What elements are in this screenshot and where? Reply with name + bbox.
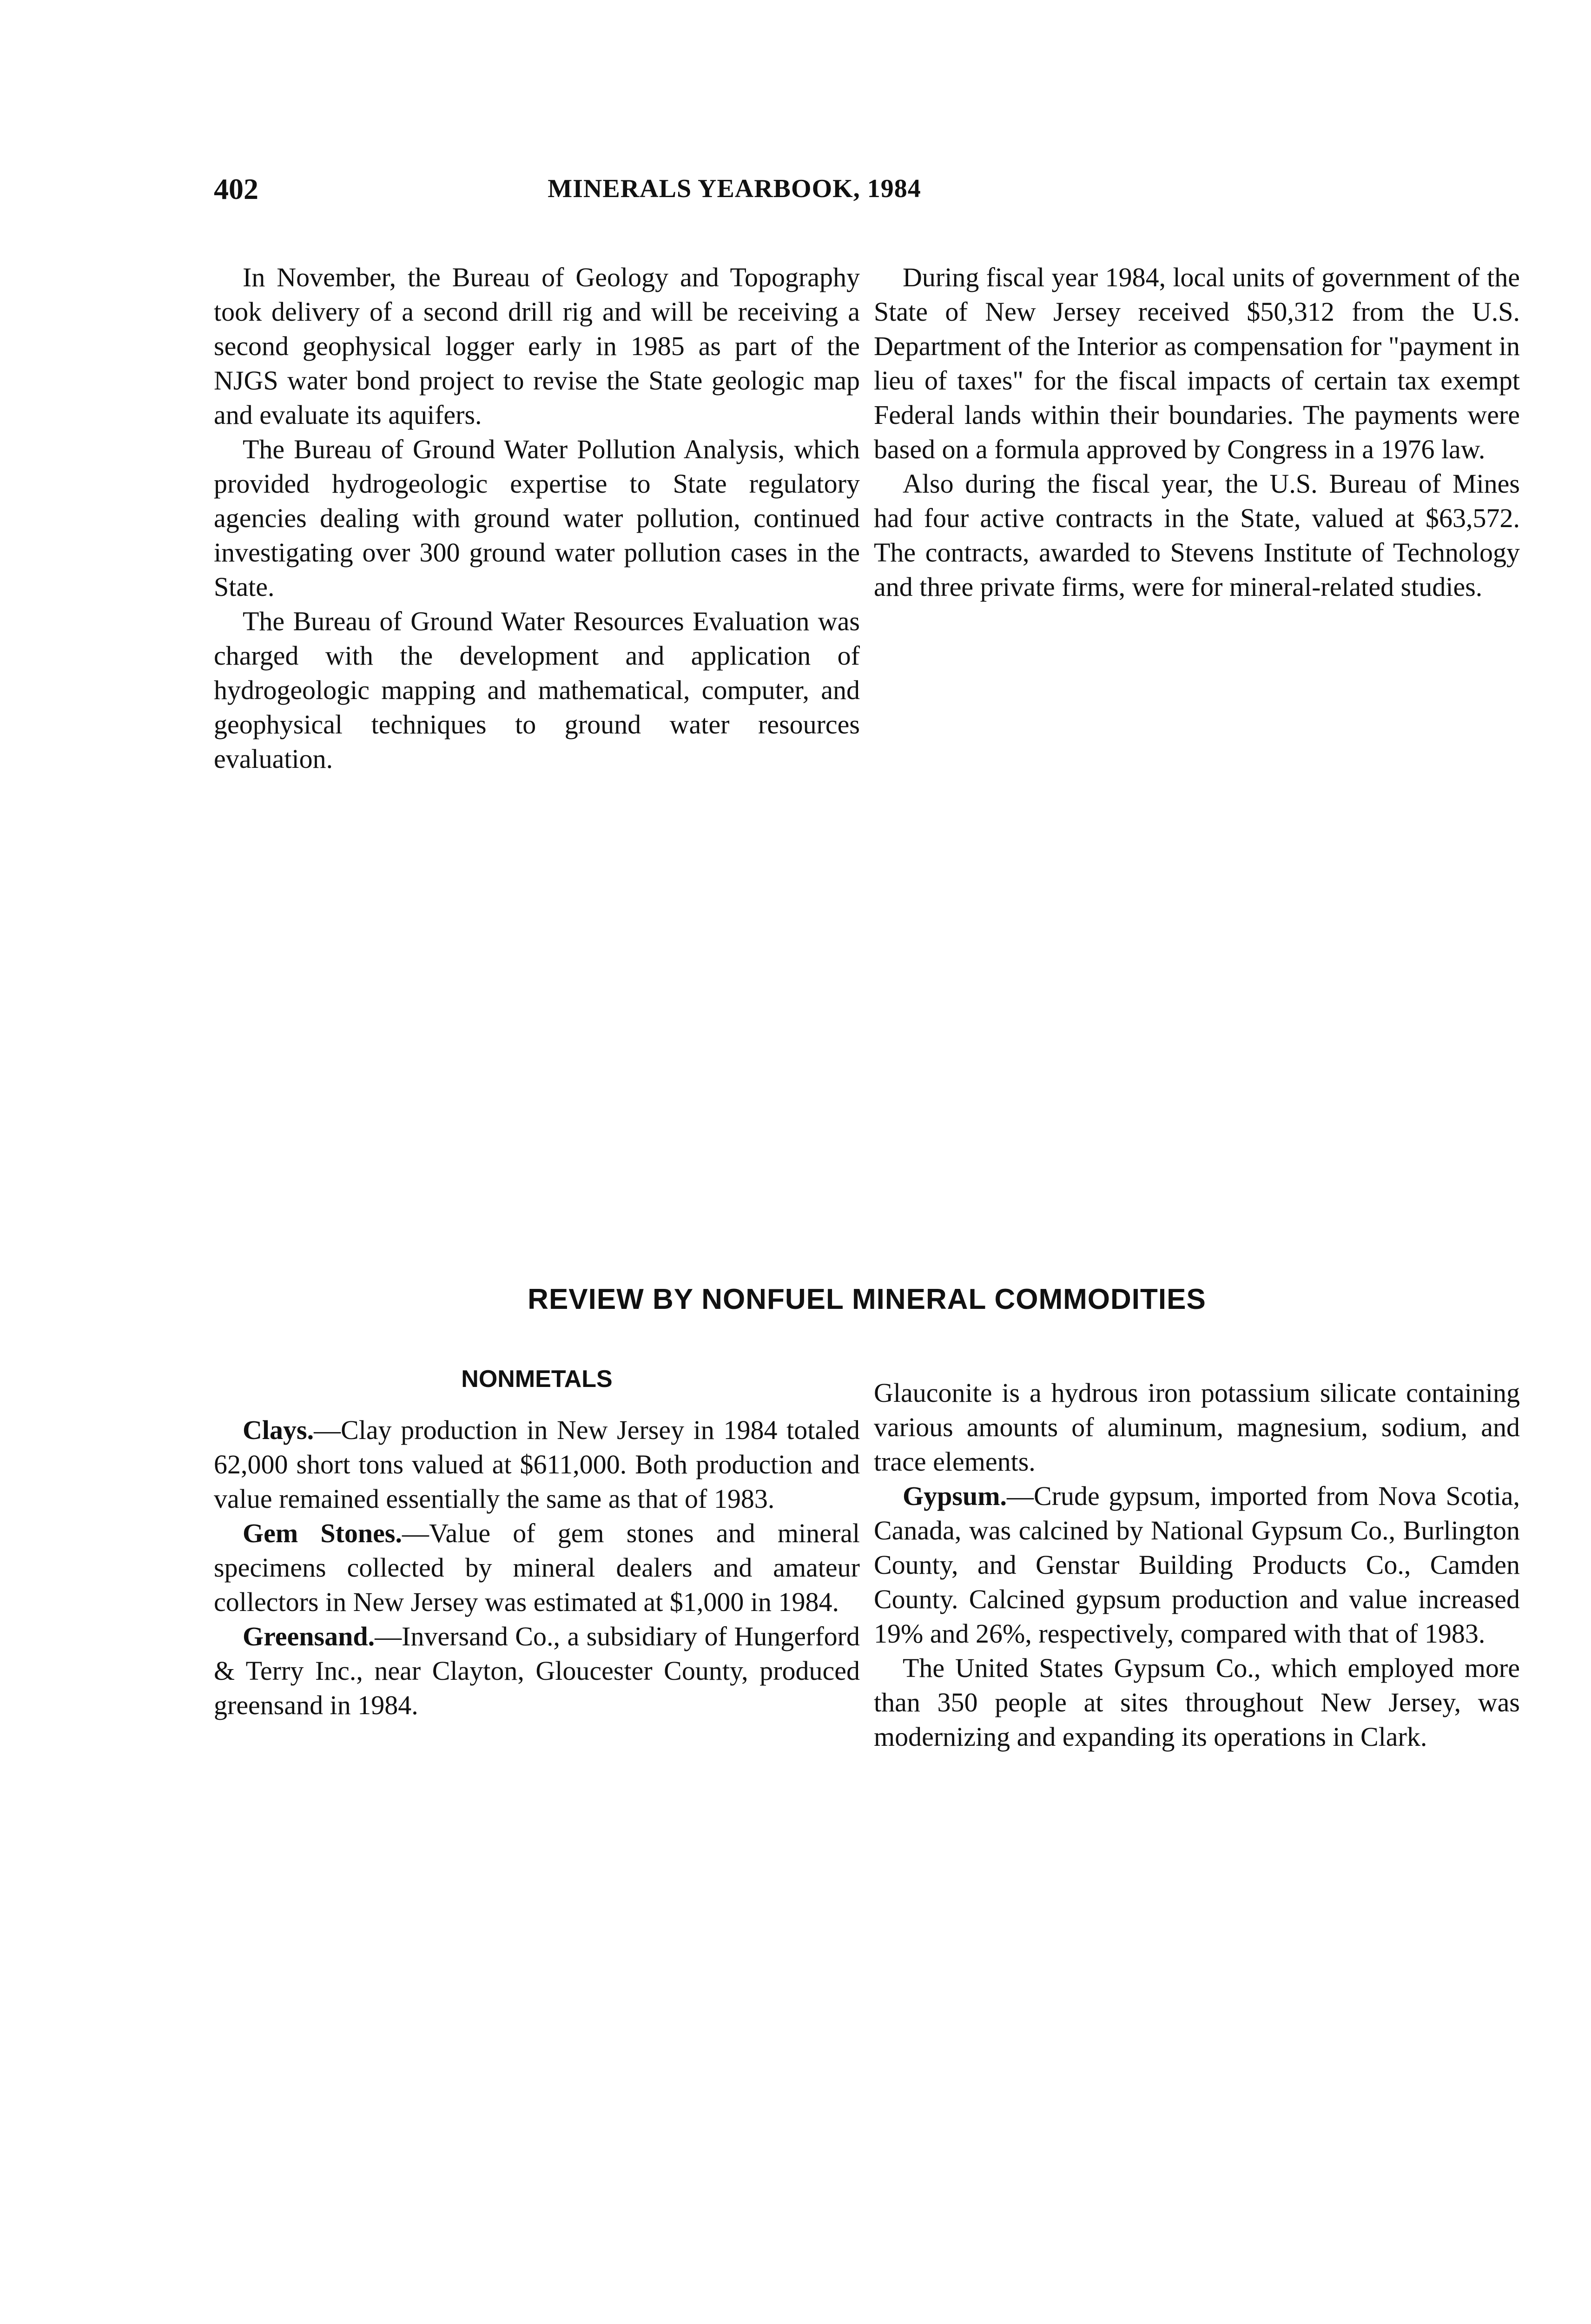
bottom-left-column — [214, 1362, 860, 1723]
bottom-right-column — [874, 1376, 1520, 1754]
nonmetals-subheading: NONMETALS — [461, 1366, 613, 1393]
clays-text: —Clay production in New Jersey in 1984 totaled 62,000 short tons valued at $611,000. Both production and value remained essentially the same as that of 1983. — [214, 1415, 860, 1514]
clays-label: Clays. — [243, 1415, 314, 1445]
gypsum-label: Gypsum. — [903, 1481, 1007, 1511]
paragraph-gypsum — [874, 1479, 1520, 1651]
page-header — [214, 172, 1088, 214]
paragraph-payment-in-lieu-of-taxes: During fiscal year 1984, local units of government of the State of New Jersey received $50,312 from the U.S. Department of the Interior as compensation for "payment in lieu of taxes" for the fiscal impacts of certain tax exempt Federal lands within their boundaries. The payments were based on a formula approved by Congress in a 1976 law. — [874, 262, 1520, 464]
gem-stones-label: Gem Stones. — [243, 1518, 402, 1548]
greensand-text: —Inversand Co., a subsidiary of Hungerford & Terry Inc., near Clayton, Gloucester County, produced greensand in 1984. — [214, 1621, 860, 1720]
page-number: 402 — [214, 172, 258, 205]
running-title: MINERALS YEARBOOK, 1984 — [548, 174, 921, 203]
paragraph-bureau-of-mines-contracts: Also during the fiscal year, the U.S. Bureau of Mines had four active contracts in the State, valued at $63,572. The contracts, awarded to Stevens Institute of Technology and three private firms, were for mineral-related studies. — [874, 469, 1520, 602]
paragraph-geology-topography: In November, the Bureau of Geology and Topography took delivery of a second drill rig and will be receiving a second geophysical logger early in 1985 as part of the NJGS water bond project to revise the State geologic map and evaluate its aquifers. — [214, 262, 860, 430]
section-heading: REVIEW BY NONFUEL MINERAL COMMODITIES — [528, 1283, 1206, 1315]
paragraph-glauconite: Glauconite is a hydrous iron potassium silicate containing various amounts of aluminum, magnesium, sodium, and trace elements. — [874, 1378, 1520, 1477]
paragraph-ground-water-pollution: The Bureau of Ground Water Pollution Analysis, which provided hydrogeologic expertise to State regulatory agencies dealing with ground water pollution, continued investigating over 300 ground water pollution cases in the State. — [214, 434, 860, 602]
paragraph-us-gypsum: The United States Gypsum Co., which employed more than 350 people at sites throughout New Jersey, was modernizing and expanding its operations in Clark. — [874, 1653, 1520, 1752]
paragraph-gem-stones — [214, 1516, 860, 1619]
greensand-label: Greensand. — [243, 1621, 375, 1651]
top-left-column — [214, 260, 860, 776]
paragraph-ground-water-resources: The Bureau of Ground Water Resources Evaluation was charged with the development and application of hydrogeologic mapping and mathematical, computer, and geophysical techniques to ground water resources evaluation. — [214, 606, 860, 774]
top-right-column — [874, 260, 1520, 604]
paragraph-clays — [214, 1413, 860, 1516]
gypsum-text: —Crude gypsum, imported from Nova Scotia, Canada, was calcined by National Gypsum Co., Burlington County, and Genstar Building Products Co., Camden County. Calcined gypsum production and value increased 19% and 26%, respectively, compared with that of 1983. — [874, 1481, 1520, 1649]
paragraph-greensand — [214, 1619, 860, 1723]
gem-stones-text: —Value of gem stones and mineral specimens collected by mineral dealers and amateur collectors in New Jersey was estimated at $1,000 in 1984. — [214, 1518, 860, 1617]
